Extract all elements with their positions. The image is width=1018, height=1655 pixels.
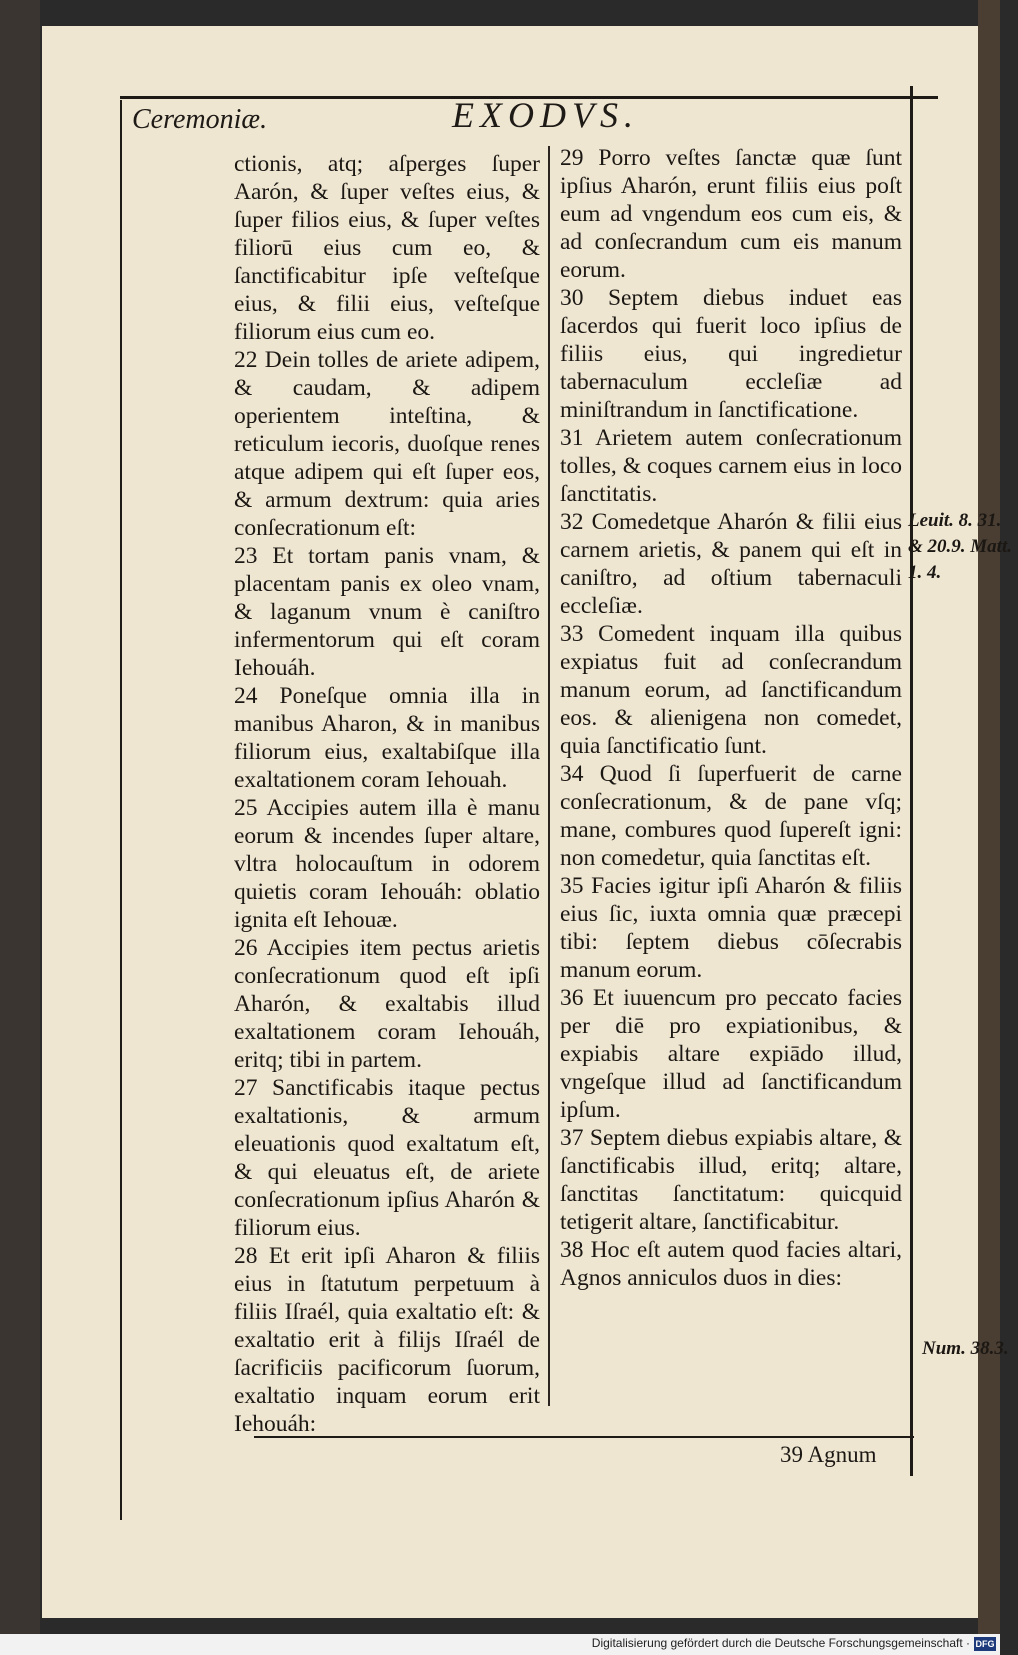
verse-paragraph: 31 Arietem autem conſecrationum tolles, & coques carnem eius in loco ſanctitatis.: [560, 425, 902, 507]
frame-left-line: [120, 100, 122, 1520]
funding-credit: Digitalisierung gefördert durch die Deutsche Forschungsgemeinschaft ·: [591, 1636, 970, 1650]
verse-paragraph: ctionis, atq; aſperges ſuper Aarón, & ſuper veſtes eius, & ſuper filios eius, & ſuper veſtes filiorū eius cum eo, & ſanctificabitur ipſe veſteſque eius, & filii eius, veſteſque filiorum eius cum eo.: [234, 151, 540, 345]
verse-paragraph: 28 Et erit ipſi Aharon & filiis eius in ſtatutum perpetuum à filiis Iſraél, quia exaltatio eſt: & exaltatio erit à filijs Iſraél de ſacrificiis pacificorum ſuorum, exaltatio inquam eorum erit Iehouáh:: [234, 1243, 540, 1437]
text-column-left: [234, 150, 540, 1438]
footer-bar: [0, 1634, 1000, 1655]
book-spine: [0, 0, 40, 1655]
margin-note-numbers: Num. 38.3.: [922, 1338, 1009, 1359]
text-column-right: [560, 144, 902, 1292]
verse-paragraph: 26 Accipies item pectus arietis conſecrationum quod eſt ipſi Aharón, & exaltabis illud exaltationem coram Iehouáh, eritq; tibi in partem.: [234, 935, 540, 1073]
running-head-left: Ceremoniæ.: [132, 104, 268, 135]
verse-paragraph: 23 Et tortam panis vnam, & placentam panis ex oleo vnam, & laganum vnum è caniſtro infermentorum qui eſt coram Iehouáh.: [234, 543, 540, 681]
verse-paragraph: 38 Hoc eſt autem quod facies altari, Agnos anniculos duos in dies:: [560, 1237, 902, 1291]
verse-paragraph: 25 Accipies autem illa è manu eorum & incendes ſuper altare, vltra holocauſtum in odorem quietis coram Iehouáh: oblatio ignita eſt Iehouæ.: [234, 795, 540, 933]
verse-paragraph: 36 Et iuuencum pro peccato facies per diē pro expiationibus, & expiabis altare expiādo illud, vngeſque illud ad ſanctificandum ipſum.: [560, 985, 902, 1123]
verse-paragraph: 34 Quod ſi ſuperfuerit de carne conſecrationum, & de pane vſq; mane, combures quod ſupereſt igni: non comedetur, quia ſanctitas eſt.: [560, 761, 902, 871]
verse-paragraph: 37 Septem diebus expiabis altare, & ſanctificabis illud, eritq; altare, ſanctitas ſanctitatum: quicquid tetigerit altare, ſanctificabitur.: [560, 1125, 902, 1235]
running-head-title: EXODVS.: [452, 95, 639, 135]
catchword: 39 Agnum: [780, 1442, 877, 1467]
column-separator: [548, 146, 550, 1406]
verse-paragraph: 35 Facies igitur ipſi Aharón & filiis eius ſic, iuxta omnia quæ præcepi tibi: ſeptem diebus cōſecrabis manum eorum.: [560, 873, 902, 983]
verse-paragraph: 29 Porro veſtes ſanctæ quæ ſunt ipſius Aharón, erunt filiis eius poſt eum ad vngendum eos cum eis, & ad conſecrandum cum eis manum eorum.: [560, 145, 902, 283]
verse-paragraph: 22 Dein tolles de ariete adipem, & caudam, & adipem operientem inteſtina, & reticulum iecoris, duoſque renes atque adipem qui eſt ſuper eos, & armum dextrum: quia aries conſecrationum eſt:: [234, 347, 540, 541]
frame-right-line: [910, 86, 913, 1476]
verse-paragraph: 33 Comedent inquam illa quibus expiatus fuit ad conſecrandum manum eorum, ad ſanctificandum eos. & alienigena non comedet, quia ſanctificatio ſunt.: [560, 621, 902, 759]
book-page: [42, 26, 1012, 1618]
page-edge: [978, 0, 1000, 1655]
verse-paragraph: 30 Septem diebus induet eas ſacerdos qui fuerit loco ipſius de filiis eius, qui ingredietur tabernaculum eccleſiæ ad miniſtrandum in ſanctificatione.: [560, 285, 902, 423]
verse-paragraph: 24 Poneſque omnia illa in manibus Aharon, & in manibus filiorum eius, exaltabiſque illa exaltationem coram Iehouah.: [234, 683, 540, 793]
verse-paragraph: 27 Sanctificabis itaque pectus exaltationis, & armum eleuationis quod exaltatum eſt, & qui eleuatus eſt, de ariete conſecrationum ipſius Aharón & filiorum eius.: [234, 1075, 540, 1241]
verse-paragraph: 32 Comedetque Aharón & filii eius carnem arietis, & panem qui eſt in caniſtro, ad oſtium tabernaculi eccleſiæ.: [560, 509, 902, 619]
margin-note-leviticus: Leuit. 8. 31. & 20.9. Matt. 1. 4.: [908, 510, 1012, 583]
dfg-logo-icon: DFG: [975, 1639, 995, 1649]
